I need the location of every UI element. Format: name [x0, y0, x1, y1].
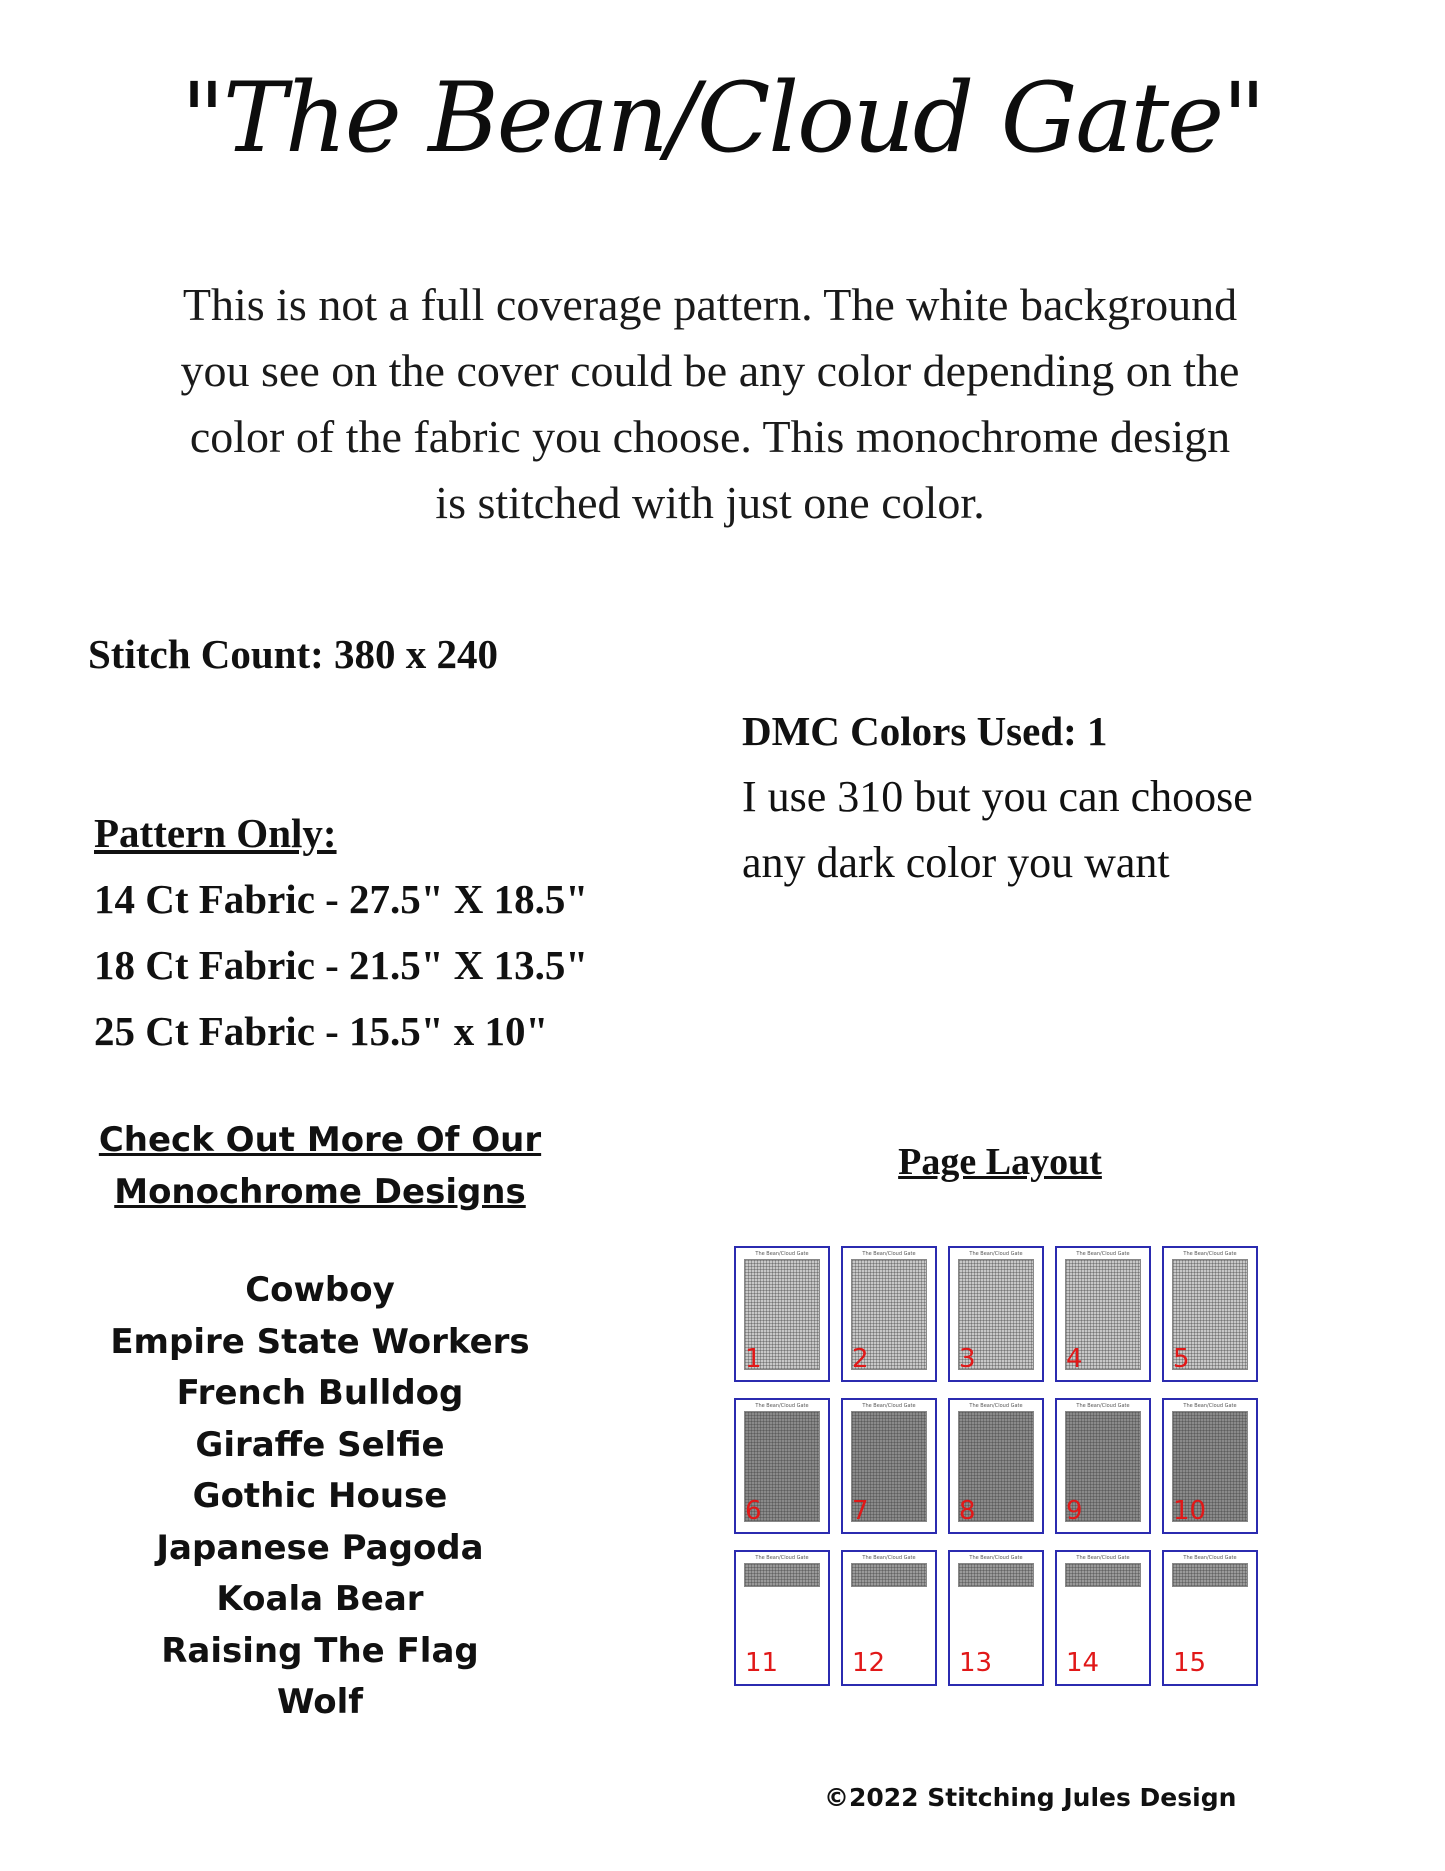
- fabric-size: 18 Ct Fabric - 21.5" X 13.5": [94, 942, 589, 988]
- thumbnail-title: The Bean/Cloud Gate: [1076, 1403, 1130, 1409]
- page-thumbnail: [948, 1398, 1044, 1534]
- thumbnail-chart: [958, 1563, 1034, 1587]
- pattern-heading: Pattern Only:: [94, 810, 337, 856]
- page-number: 6: [745, 1496, 762, 1526]
- intro-line: color of the fabric you choose. This monochrome design: [189, 411, 1231, 462]
- thumbnail-title: The Bean/Cloud Gate: [1183, 1251, 1237, 1257]
- page-number: 15: [1173, 1648, 1207, 1678]
- list-item: Cowboy: [245, 1270, 395, 1310]
- page-number: 14: [1066, 1648, 1100, 1678]
- thumbnail-title: The Bean/Cloud Gate: [1076, 1555, 1130, 1561]
- more-heading-line: Check Out More Of Our: [98, 1120, 542, 1160]
- page-thumbnail: [841, 1246, 937, 1382]
- thumbnail-chart: [851, 1563, 927, 1587]
- list-item: Wolf: [276, 1682, 364, 1722]
- thumbnail-chart: [744, 1563, 820, 1587]
- page-thumbnail: [1055, 1550, 1151, 1686]
- more-heading-line: Monochrome Designs: [114, 1172, 526, 1212]
- list-item: Japanese Pagoda: [156, 1527, 484, 1568]
- thumbnail-title: The Bean/Cloud Gate: [1183, 1403, 1237, 1409]
- page-thumbnail: [734, 1550, 830, 1686]
- page-thumbnail: [948, 1550, 1044, 1686]
- page-number: 8: [959, 1496, 976, 1526]
- list-item: Koala Bear: [216, 1579, 424, 1619]
- list-item: Raising The Flag: [161, 1630, 479, 1671]
- page-number: 13: [959, 1648, 993, 1678]
- thumbnail-title: The Bean/Cloud Gate: [1183, 1555, 1237, 1561]
- pattern-sizes: [94, 800, 588, 1064]
- page-number: 2: [852, 1344, 869, 1374]
- thumbnail-title: The Bean/Cloud Gate: [969, 1403, 1023, 1409]
- page-thumbnail: [1055, 1246, 1151, 1382]
- dmc-colors: [742, 698, 1253, 896]
- page-thumbnail: [841, 1398, 937, 1534]
- page-number: 3: [959, 1344, 976, 1374]
- design-list: [60, 1265, 580, 1729]
- page-number: 7: [852, 1496, 869, 1526]
- dmc-line: any dark color you want: [742, 838, 1170, 887]
- page-thumbnail: [1162, 1550, 1258, 1686]
- list-item: French Bulldog: [176, 1373, 464, 1413]
- copyright: ©2022 Stitching Jules Design: [824, 1783, 1237, 1812]
- page-number: 1: [745, 1344, 762, 1374]
- fabric-size: 14 Ct Fabric - 27.5" X 18.5": [94, 876, 589, 922]
- intro-line: is stitched with just one color.: [435, 477, 985, 528]
- thumbnail-title: The Bean/Cloud Gate: [1076, 1251, 1130, 1257]
- thumbnail-chart: [1065, 1563, 1141, 1587]
- intro-line: you see on the cover could be any color depending on the: [180, 345, 1240, 396]
- list-item: Gothic House: [192, 1476, 448, 1516]
- page-thumbnail: [734, 1246, 830, 1382]
- page-thumbnail: [948, 1246, 1044, 1382]
- page-number: 11: [745, 1648, 779, 1678]
- page-layout-grid: [734, 1246, 1260, 1686]
- more-designs-heading: [60, 1114, 580, 1218]
- page-thumbnail: [734, 1398, 830, 1534]
- page-number: 4: [1066, 1344, 1083, 1374]
- page-number: 5: [1173, 1344, 1190, 1374]
- page-number: 12: [852, 1648, 886, 1678]
- page-number: 10: [1173, 1496, 1207, 1526]
- thumbnail-title: The Bean/Cloud Gate: [755, 1251, 809, 1257]
- page-thumbnail: [1162, 1398, 1258, 1534]
- thumbnail-title: The Bean/Cloud Gate: [862, 1403, 916, 1409]
- dmc-title: DMC Colors Used: 1: [742, 708, 1108, 754]
- page-number: 9: [1066, 1496, 1083, 1526]
- intro-paragraph: [140, 272, 1280, 536]
- thumbnail-title: The Bean/Cloud Gate: [969, 1251, 1023, 1257]
- list-item: Empire State Workers: [110, 1321, 530, 1362]
- fabric-size: 25 Ct Fabric - 15.5" x 10": [94, 1008, 549, 1054]
- page-thumbnail: [1162, 1246, 1258, 1382]
- list-item: Giraffe Selfie: [195, 1424, 445, 1465]
- page-title: "The Bean/Cloud Gate": [180, 62, 1265, 174]
- thumbnail-title: The Bean/Cloud Gate: [862, 1555, 916, 1561]
- page-thumbnail: [1055, 1398, 1151, 1534]
- intro-line: This is not a full coverage pattern. The white background: [182, 279, 1238, 330]
- thumbnail-title: The Bean/Cloud Gate: [969, 1555, 1023, 1561]
- thumbnail-chart: [1172, 1563, 1248, 1587]
- thumbnail-title: The Bean/Cloud Gate: [755, 1403, 809, 1409]
- thumbnail-title: The Bean/Cloud Gate: [755, 1555, 809, 1561]
- dmc-line: I use 310 but you can choose: [742, 772, 1253, 821]
- thumbnail-title: The Bean/Cloud Gate: [862, 1251, 916, 1257]
- page-layout-heading: Page Layout: [898, 1141, 1102, 1183]
- page-thumbnail: [841, 1550, 937, 1686]
- stitch-count: Stitch Count: 380 x 240: [88, 631, 499, 677]
